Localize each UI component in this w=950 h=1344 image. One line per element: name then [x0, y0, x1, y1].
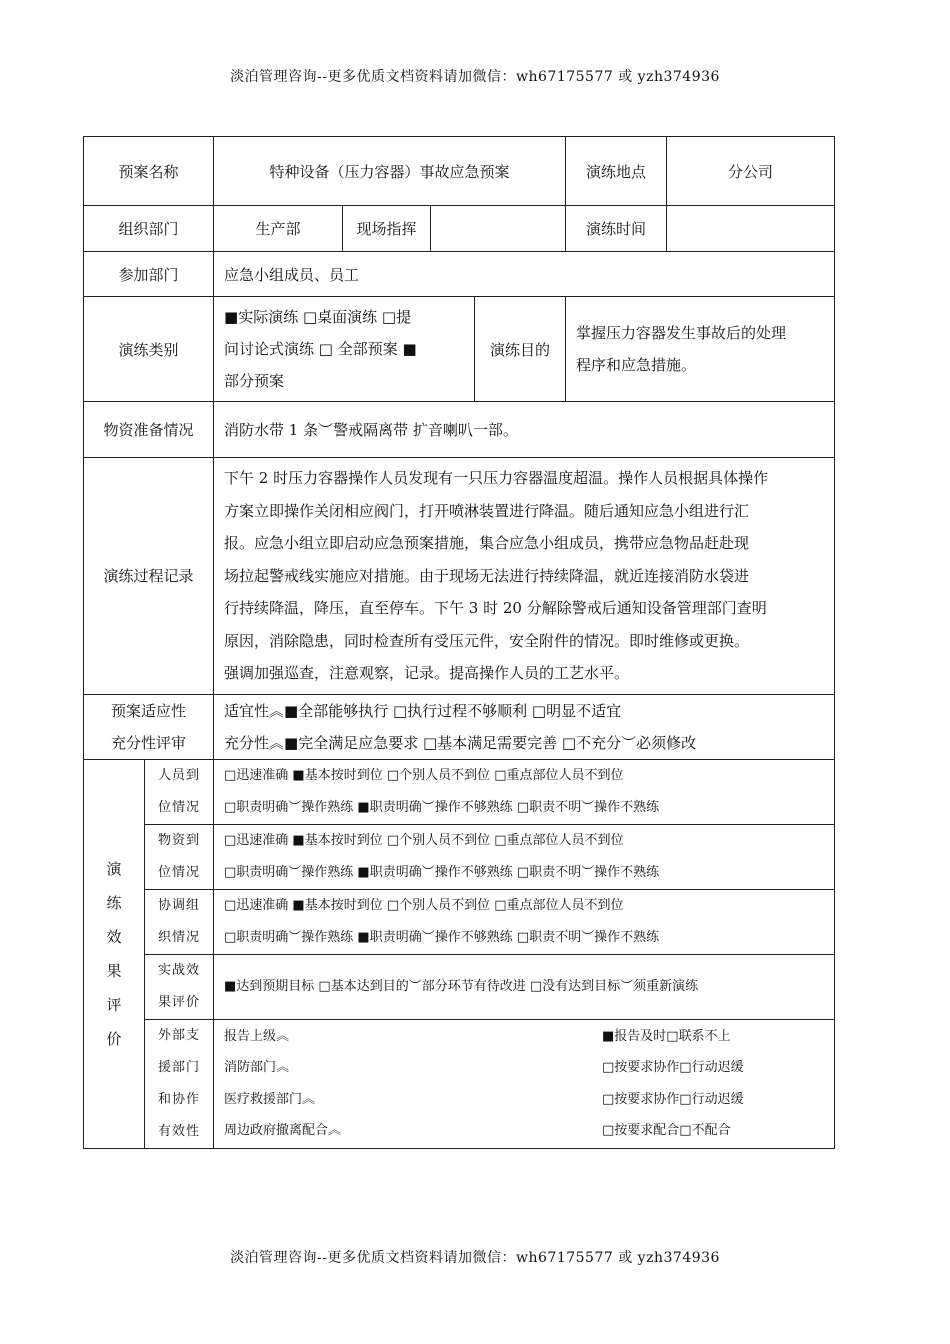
coordination-label	[145, 889, 214, 954]
sub-label-line: 和协作	[158, 1091, 201, 1107]
option-line: □职责明确︶操作熟练 ■职责明确︶操作不够熟练 □职责不明︶操作不熟练	[224, 929, 660, 945]
sub-label-line: 外部支	[158, 1027, 201, 1043]
external-row-right: ■报告及时□联系不上	[602, 1028, 731, 1044]
combat-effect-options: ■达到预期目标 □基本达到目的︶部分环节有待改进 □没有达到目标︶须重新演练	[214, 954, 835, 1019]
participants-value: 应急小组成员、员工	[214, 252, 835, 297]
option-line: □职责明确︶操作熟练 ■职责明确︶操作不够熟练 □职责不明︶操作不熟练	[224, 864, 660, 880]
record-line: 场拉起警戒线实施应对措施。由于现场无法进行持续降温，就近连接消防水袋进	[224, 566, 750, 585]
eval-label-char: 演	[106, 859, 122, 878]
eval-label-char: 效	[106, 927, 122, 946]
external-row-right: □按要求协作□行动迟缓	[602, 1091, 744, 1107]
personnel-arrival-label	[145, 759, 214, 824]
adequacy-line: 充分性︽■完全满足应急要求 □基本满足需要完善 □不充分︶必须修改	[224, 733, 697, 752]
option-line: □迅速准确 ■基本按时到位 □个别人员不到位 □重点部位人员不到位	[224, 832, 624, 848]
drill-type-line: 部分预案	[224, 372, 285, 390]
record-line: 报。应急小组立即启动应急预案措施，集合应急小组成员，携带应急物品赶赴现	[224, 534, 750, 552]
external-row-right: □按要求协作□行动迟缓	[602, 1060, 744, 1075]
review-options	[214, 694, 835, 759]
drill-type-line: 问讨论式演练 □ 全部预案 ■	[224, 340, 417, 358]
option-line: □迅速准确 ■基本按时到位 □个别人员不到位 □重点部位人员不到位	[224, 897, 624, 913]
external-row-left: 周边政府撤离配合︽	[224, 1123, 342, 1138]
sub-label-line: 位情况	[158, 799, 201, 815]
drill-effect-evaluation-label	[84, 759, 145, 1148]
materials-label: 物资准备情况	[84, 402, 214, 458]
coordination-options	[214, 889, 835, 954]
sub-label-line: 织情况	[158, 929, 201, 945]
time-value	[667, 206, 835, 252]
sub-label-line: 人员到	[158, 767, 201, 783]
page-header: 淡泊管理咨询--更多优质文档资料请加微信：wh67175577 或 yzh374936	[230, 69, 720, 85]
purpose-line: 程序和应急措施。	[576, 356, 697, 374]
location-label: 演练地点	[566, 137, 667, 206]
external-row-left: 医疗救援部门︽	[224, 1091, 316, 1107]
record-line: 强调加强巡查，注意观察，记录。提高操作人员的工艺水平。	[224, 664, 630, 682]
sub-label-line: 位情况	[158, 864, 201, 880]
plan-name-label: 预案名称	[84, 137, 214, 206]
drill-record-table	[83, 136, 835, 1149]
eval-label-char: 练	[106, 893, 122, 912]
external-row-left: 报告上级︽	[224, 1028, 290, 1044]
sub-label-line: 物资到	[158, 832, 201, 848]
page-footer: 淡泊管理咨询--更多优质文档资料请加微信：wh67175577 或 yzh374936	[230, 1250, 720, 1266]
review-label-line: 预案适应性	[111, 701, 187, 720]
materials-arrival-label	[145, 824, 214, 889]
materials-arrival-options	[214, 824, 835, 889]
sub-label-line: 协调组	[158, 897, 201, 913]
record-line: 下午 2 时压力容器操作人员发现有一只压力容器温度超温。操作人员根据具体操作	[224, 469, 769, 487]
time-label: 演练时间	[566, 206, 667, 252]
eval-label-char: 评	[106, 995, 122, 1014]
purpose-line: 掌握压力容器发生事故后的处理	[576, 324, 787, 342]
sub-label-line: 援部门	[158, 1059, 201, 1075]
drill-type-line: ■实际演练 □桌面演练 □提	[224, 308, 412, 326]
drill-type-options	[214, 297, 475, 402]
purpose-label: 演练目的	[475, 297, 566, 402]
review-label-line: 充分性评审	[111, 733, 187, 752]
process-record-text	[214, 458, 835, 695]
eval-label-char: 价	[106, 1029, 122, 1048]
process-record-label: 演练过程记录	[84, 458, 214, 695]
dept-label: 组织部门	[84, 206, 214, 252]
sub-label-line: 实战效	[158, 962, 201, 978]
suitability-line: 适宜性︽■全部能够执行 □执行过程不够顺利 □明显不适宜	[224, 701, 622, 720]
review-label	[84, 694, 214, 759]
external-support-options	[214, 1019, 835, 1148]
combat-effect-label	[145, 954, 214, 1019]
commander-value	[431, 206, 566, 252]
sub-label-line: 有效性	[158, 1123, 201, 1139]
purpose-value	[566, 297, 835, 402]
sub-label-line: 果评价	[158, 994, 201, 1010]
option-line: □职责明确︶操作熟练 ■职责明确︶操作不够熟练 □职责不明︶操作不熟练	[224, 799, 660, 815]
participants-label: 参加部门	[84, 252, 214, 297]
record-line: 行持续降温，降压，直至停车。下午 3 时 20 分解除警戒后通知设备管理部门查明	[224, 599, 767, 617]
option-line: □迅速准确 ■基本按时到位 □个别人员不到位 □重点部位人员不到位	[224, 767, 624, 783]
record-line: 方案立即操作关闭相应阀门，打开喷淋装置进行降温。随后通知应急小组进行汇	[224, 501, 750, 520]
personnel-arrival-options	[214, 759, 835, 824]
location-value: 分公司	[667, 137, 835, 206]
materials-value: 消防水带 1 条︶警戒隔离带 扩音喇叭一部。	[214, 402, 835, 458]
external-row-right: □按要求配合□不配合	[602, 1123, 731, 1138]
plan-name-value: 特种设备（压力容器）事故应急预案	[214, 137, 566, 206]
drill-type-label: 演练类别	[84, 297, 214, 402]
eval-label-char: 果	[106, 961, 122, 980]
commander-label: 现场指挥	[343, 206, 431, 252]
external-row-left: 消防部门︽	[224, 1060, 290, 1075]
record-line: 原因，消除隐患，同时检查所有受压元件，安全附件的情况。即时维修或更换。	[224, 631, 750, 650]
dept-value: 生产部	[214, 206, 343, 252]
external-support-label	[145, 1019, 214, 1148]
